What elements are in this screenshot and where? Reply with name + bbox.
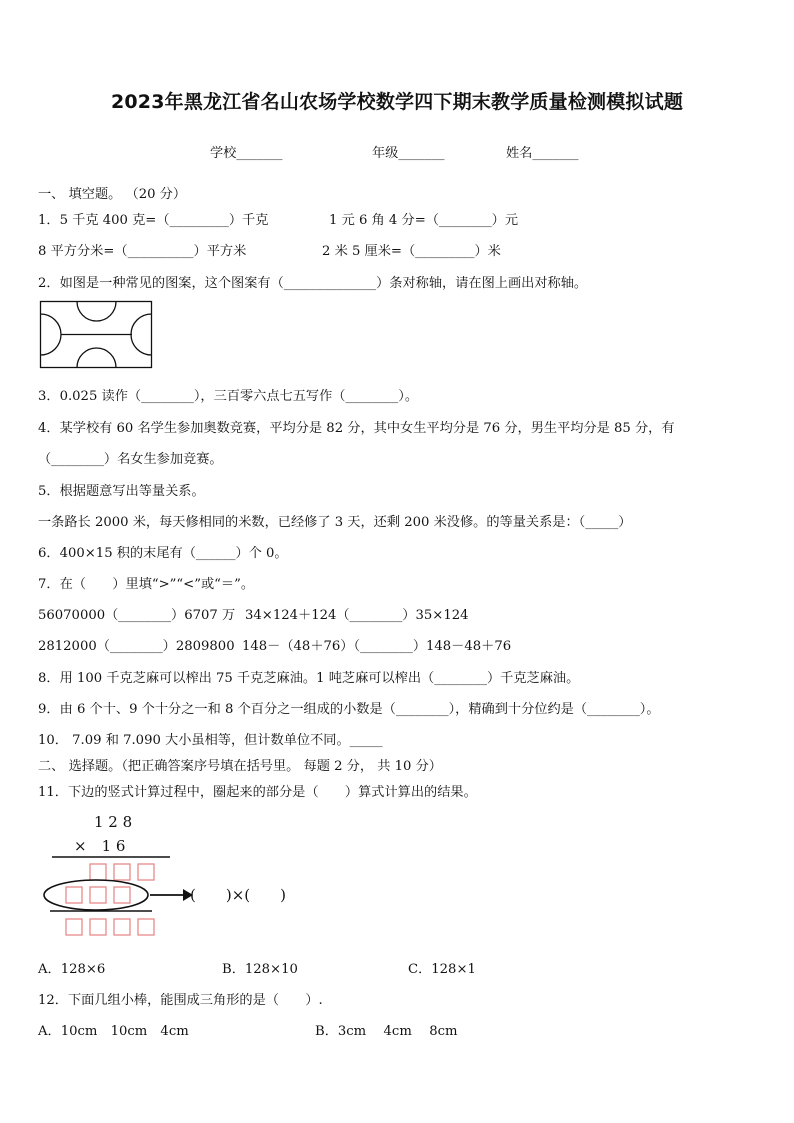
question-2: 2．如图是一种常见的图案，这个图案有（______________）条对称轴，请在图上画出对称轴。: [38, 276, 588, 291]
digit-boxes: [66, 864, 154, 935]
question-6: 6．400×15 积的末尾有（______）个 0。: [38, 546, 288, 561]
section-1-heading: 一、 填空题。 （20 分）: [38, 187, 187, 202]
symmetry-pattern-figure: [39, 300, 154, 370]
question-7a: 56070000（________）6707 万: [38, 608, 236, 623]
multiplier: × 1 6: [74, 837, 126, 855]
question-4-line2: （________）名女生参加竞赛。: [38, 452, 223, 467]
question-7d: 148－（48＋76）（________）148－48＋76: [242, 639, 512, 654]
factor-blanks: ( )×( ): [190, 886, 286, 904]
question-9: 9．由 6 个十、9 个十分之一和 8 个百分之一组成的小数是（________），精确到十分位约是（________）。: [38, 702, 660, 717]
question-7-heading: 7．在（ ）里填“>”“<”或“＝”。: [38, 577, 255, 592]
question-8: 8．用 100 千克芝麻可以榨出 75 千克芝麻油。1 吨芝麻可以榨出（________）千克芝麻油。: [38, 671, 580, 686]
option-11a: A．128×6: [38, 962, 106, 977]
option-12b: B．3cm 4cm 8cm: [315, 1024, 458, 1039]
question-11: 11．下边的竖式计算过程中，圈起来的部分是（ ）算式计算出的结果。: [38, 785, 477, 800]
question-1c: 8 平方分米=（__________）平方米: [38, 244, 247, 259]
question-1a: 1．5 千克 400 克=（_________）千克: [38, 213, 269, 228]
name-field: 姓名_______: [506, 146, 579, 161]
question-5-text: 一条路长 2000 米，每天修相同的米数，已经修了 3 天，还剩 200 米没修。的等量关系是：（_____）: [38, 515, 632, 530]
question-1b: 1 元 6 角 4 分=（________）元: [329, 213, 519, 228]
circled-partial-product: [44, 880, 148, 910]
question-10: 10． 7.09 和 7.090 大小虽相等，但计数单位不同。_____: [38, 733, 383, 748]
question-7b: 34×124＋124（________）35×124: [245, 608, 469, 623]
option-12a: A．10cm 10cm 4cm: [38, 1024, 189, 1039]
page-title: 2023年黑龙江省名山农场学校数学四下期末教学质量检测模拟试题: [110, 91, 684, 113]
question-12: 12．下面几组小棒，能围成三角形的是（ ）.: [38, 993, 323, 1008]
question-4-line1: 4．某学校有 60 名学生参加奥数竞赛，平均分是 82 分，其中女生平均分是 76 分，男生平均分是 85 分，有: [38, 421, 675, 436]
multiplicand: 1 2 8: [94, 813, 133, 831]
school-field: 学校_______: [210, 146, 283, 161]
question-1d: 2 米 5 厘米=（_________）米: [322, 244, 501, 259]
section-2-heading: 二、 选择题。（把正确答案序号填在括号里。 每题 2 分， 共 10 分）: [38, 759, 442, 774]
question-7c: 2812000（________）2809800: [38, 639, 235, 654]
option-11c: C．128×1: [408, 962, 476, 977]
option-11b: B．128×10: [222, 962, 298, 977]
vertical-multiplication-figure: [40, 808, 340, 943]
grade-field: 年级_______: [372, 146, 445, 161]
question-3: 3．0.025 读作（________），三百零六点七五写作（________）。: [38, 389, 419, 404]
question-5-heading: 5．根据题意写出等量关系。: [38, 484, 205, 499]
